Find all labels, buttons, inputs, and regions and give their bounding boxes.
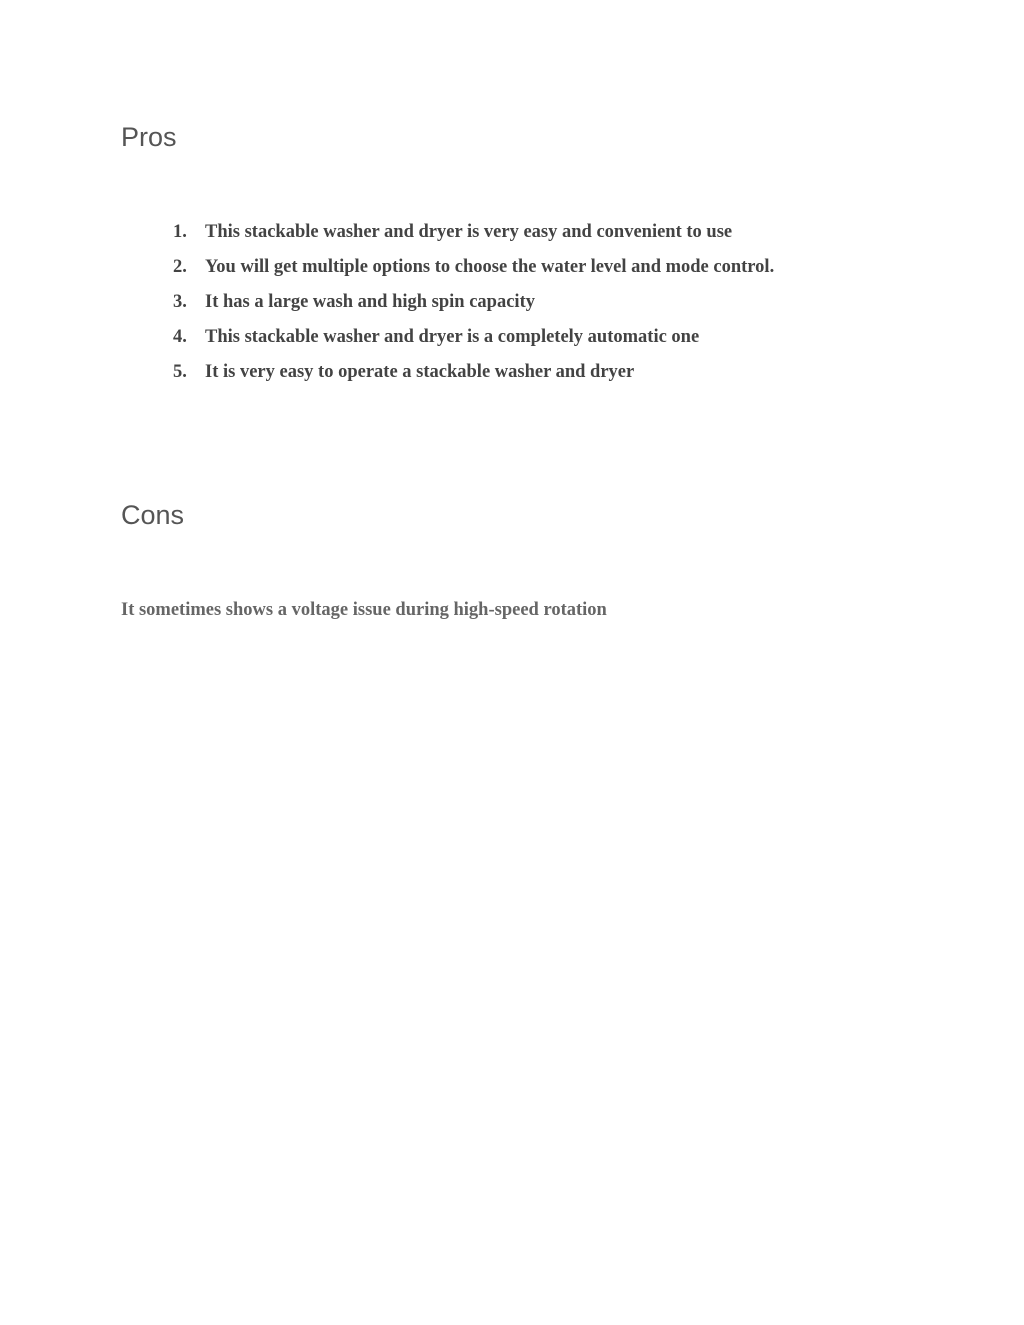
cons-text: It sometimes shows a voltage issue during high-speed rotation	[121, 600, 607, 620]
list-item-text: This stackable washer and dryer is a completely automatic one	[205, 327, 700, 347]
list-item-number: 1.	[173, 222, 187, 242]
list-item-text: You will get multiple options to choose the water level and mode control.	[205, 257, 775, 277]
pros-heading: Pros	[121, 122, 177, 152]
list-item-number: 5.	[173, 362, 187, 382]
list-item-text: It has a large wash and high spin capacity	[205, 292, 535, 312]
list-item-number: 3.	[173, 292, 187, 312]
list-item-text: It is very easy to operate a stackable washer and dryer	[205, 362, 635, 382]
list-item-text: This stackable washer and dryer is very easy and convenient to use	[205, 222, 733, 242]
list-item-number: 2.	[173, 257, 187, 277]
list-item-number: 4.	[173, 327, 187, 347]
cons-heading: Cons	[121, 500, 185, 530]
